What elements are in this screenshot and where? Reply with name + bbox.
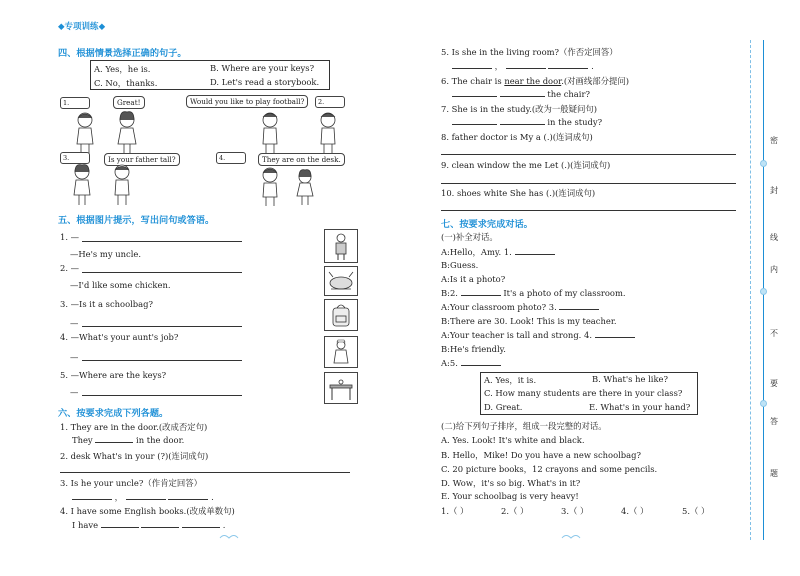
- seal-char: 内: [770, 265, 778, 274]
- answer-line[interactable]: [82, 326, 242, 327]
- nurse-picture: [324, 336, 358, 368]
- sec6-q9: 9. clean window the me Let (.)(连词成句): [441, 160, 611, 170]
- scene-2-illustration: [60, 163, 350, 207]
- schoolbag-picture: [324, 299, 358, 331]
- sec7-part1-title: (一)补全对话。: [441, 232, 498, 242]
- answer-blank[interactable]: [182, 520, 220, 528]
- sec7-option-c: C. How many students are there in your class?: [484, 388, 683, 398]
- dialogue-line-2: B:Guess.: [441, 260, 479, 270]
- diamond-icon: ◆: [58, 22, 65, 32]
- order-answer-4[interactable]: 4.（ ）: [621, 506, 649, 516]
- sec5-q3: 3. —Is it a schoolbag?: [60, 299, 154, 309]
- sec7-option-e: E. What's in your hand?: [589, 402, 691, 412]
- sec7-option-b: B. What's he like?: [592, 374, 668, 384]
- dialogue-line-9: A:5.: [441, 358, 501, 368]
- sec4-option-d: D. Let's read a storybook.: [210, 77, 320, 87]
- sec6-q1: 1. They are in the door.(改成否定句): [60, 422, 208, 432]
- answer-line[interactable]: [82, 272, 242, 273]
- diamond-icon: ◆: [98, 22, 106, 32]
- sec6-q3: 3. Is he your uncle?（作肯定回答）: [60, 478, 202, 488]
- sec6-q7: 7. She is in the study.(改为一般疑问句): [441, 104, 598, 114]
- seal-char: 密: [770, 136, 778, 145]
- sec4-option-c: C. No，thanks.: [94, 78, 158, 88]
- sec5-q2: 2. —: [60, 263, 80, 273]
- sec6-q6: 6. The chair is near the door.(对画线部分提问): [441, 76, 630, 86]
- answer-blank[interactable]: [595, 330, 635, 338]
- child-figure: [118, 112, 136, 154]
- answer-bubble-4[interactable]: 4.: [216, 152, 246, 164]
- sec5-a4: —: [70, 352, 79, 362]
- answer-blank[interactable]: [461, 288, 501, 296]
- child-figure: [297, 170, 313, 205]
- answer-blank[interactable]: [141, 520, 179, 528]
- section-5-title: 五、根据图片提示，写出问句或答语。: [58, 215, 215, 226]
- page-footer-ornament: [218, 533, 240, 543]
- binding-hole-icon: [760, 160, 767, 167]
- answer-line[interactable]: [441, 154, 736, 155]
- sec6-q4: 4. I have some English books.(改成单数句): [60, 506, 235, 516]
- order-answer-1[interactable]: 1.（ ）: [441, 506, 469, 516]
- child-figure: [263, 113, 277, 154]
- sec4-option-a: A. Yes，he is.: [94, 64, 151, 74]
- seal-char: 答: [770, 417, 778, 426]
- answer-line[interactable]: [82, 241, 242, 242]
- order-answer-3[interactable]: 3.（ ）: [561, 506, 589, 516]
- child-figure: [321, 113, 335, 154]
- seal-line-dashed: [750, 40, 751, 540]
- sec5-a3: —: [70, 318, 79, 328]
- sec7-option-a: A. Yes，it is.: [484, 375, 537, 385]
- dialogue-line-8: B:He's friendly.: [441, 344, 506, 354]
- desk-keys-picture: [324, 372, 358, 404]
- sec6-q6-answer: the chair?: [452, 89, 590, 99]
- seal-char: 要: [770, 379, 778, 388]
- answer-line[interactable]: [82, 360, 242, 361]
- dialogue-line-1: A:Hello，Amy. 1.: [441, 246, 555, 258]
- child-figure: [263, 168, 277, 206]
- page-footer-ornament: [560, 533, 582, 543]
- sec5-q1: 1. —: [60, 232, 80, 242]
- answer-line[interactable]: [441, 183, 736, 184]
- section-7-title: 七、按要求完成对话。: [441, 219, 533, 230]
- answer-line[interactable]: [60, 472, 350, 473]
- binding-hole-icon: [760, 400, 767, 407]
- answer-blank[interactable]: [452, 117, 497, 125]
- sentence-d: D. Wow，it's so big. What's in it?: [441, 478, 581, 488]
- binding-hole-icon: [760, 288, 767, 295]
- child-figure: [115, 165, 129, 205]
- sentence-c: C. 20 picture books，12 crayons and some pencils.: [441, 464, 658, 474]
- answer-blank[interactable]: [95, 435, 133, 443]
- answer-blank[interactable]: [126, 492, 166, 500]
- answer-blank[interactable]: [461, 358, 501, 366]
- sec6-q4-answer: I have .: [72, 520, 226, 530]
- chicken-picture: [324, 266, 358, 296]
- sentence-a: A. Yes. Look! It's white and black.: [441, 435, 585, 445]
- answer-line[interactable]: [441, 210, 736, 211]
- answer-bubble-2[interactable]: 2.: [315, 96, 345, 108]
- answer-blank[interactable]: [101, 520, 139, 528]
- sec7-part2-title: (二)给下列句子排序，组成一段完整的对话。: [441, 421, 607, 431]
- sec6-q5: 5. Is she in the living room?（作否定回答）: [441, 47, 618, 57]
- section-4-title: 四、根据情景选择正确的句子。: [58, 48, 187, 59]
- order-answer-5[interactable]: 5.（ ）: [682, 506, 710, 516]
- scene-1-illustration: [60, 108, 350, 156]
- sentence-b: B. Hello，Mike! Do you have a new schoolbag?: [441, 450, 641, 460]
- answer-blank[interactable]: [548, 61, 588, 69]
- answer-blank[interactable]: [559, 302, 599, 310]
- speech-bubble-great: Great!: [113, 96, 145, 109]
- seal-char: 不: [770, 329, 778, 338]
- sec6-q5-answer: ， .: [452, 60, 594, 72]
- speech-bubble-football: Would you like to play football?: [186, 95, 308, 108]
- answer-blank[interactable]: [506, 61, 546, 69]
- sec4-option-b: B. Where are your keys?: [210, 63, 315, 73]
- sec5-q5: 5. —Where are the keys?: [60, 370, 167, 380]
- order-answer-2[interactable]: 2.（ ）: [501, 506, 529, 516]
- answer-blank[interactable]: [515, 247, 555, 255]
- header-badge: ◆专项训练◆: [58, 22, 106, 32]
- uncle-picture: [324, 229, 358, 263]
- sec5-a1: —He's my uncle.: [70, 249, 142, 259]
- sec6-q1-answer: They in the door.: [72, 435, 185, 445]
- dialogue-line-3: A:Is it a photo?: [441, 274, 506, 284]
- answer-blank[interactable]: [452, 89, 497, 97]
- answer-blank[interactable]: [452, 61, 492, 69]
- sentence-e: E. Your schoolbag is very heavy!: [441, 491, 579, 501]
- section-6-title: 六、按要求完成下列各题。: [58, 408, 169, 419]
- dialogue-line-6: B:There are 30. Look! This is my teacher.: [441, 316, 617, 326]
- dialogue-line-4: B:2. It's a photo of my classroom.: [441, 288, 626, 298]
- sec7-option-d: D. Great.: [484, 402, 523, 412]
- seal-char: 题: [770, 469, 778, 478]
- sec6-q10: 10. shoes white She has (.)(连词成句): [441, 188, 596, 198]
- dialogue-line-7: A:Your teacher is tall and strong. 4.: [441, 330, 635, 340]
- speech-bubble-desk: They are on the desk.: [258, 153, 345, 166]
- answer-blank[interactable]: [168, 492, 208, 500]
- answer-bubble-3[interactable]: 3.: [60, 152, 90, 164]
- sec5-a2: —I'd like some chicken.: [70, 280, 171, 290]
- speech-bubble-tall: Is your father tall?: [104, 153, 180, 166]
- dialogue-line-5: A:Your classroom photo? 3.: [441, 302, 599, 312]
- seal-char: 线: [770, 233, 778, 242]
- sec6-q8: 8. father doctor is My a (.)(连词成句): [441, 132, 593, 142]
- sec5-a5: —: [70, 387, 79, 397]
- child-figure: [77, 113, 93, 154]
- sec6-q2: 2. desk What's in your (?)(连词成句): [60, 451, 209, 461]
- sec6-q3-answer: ， .: [72, 491, 214, 503]
- answer-blank[interactable]: [500, 89, 545, 97]
- answer-bubble-1[interactable]: 1.: [60, 97, 90, 109]
- answer-blank[interactable]: [72, 492, 112, 500]
- child-figure: [74, 165, 90, 205]
- sec5-q4: 4. —What's your aunt's job?: [60, 332, 179, 342]
- sec6-q7-answer: in the study?: [452, 117, 602, 127]
- seal-char: 封: [770, 186, 778, 195]
- answer-line[interactable]: [82, 395, 242, 396]
- answer-blank[interactable]: [500, 117, 545, 125]
